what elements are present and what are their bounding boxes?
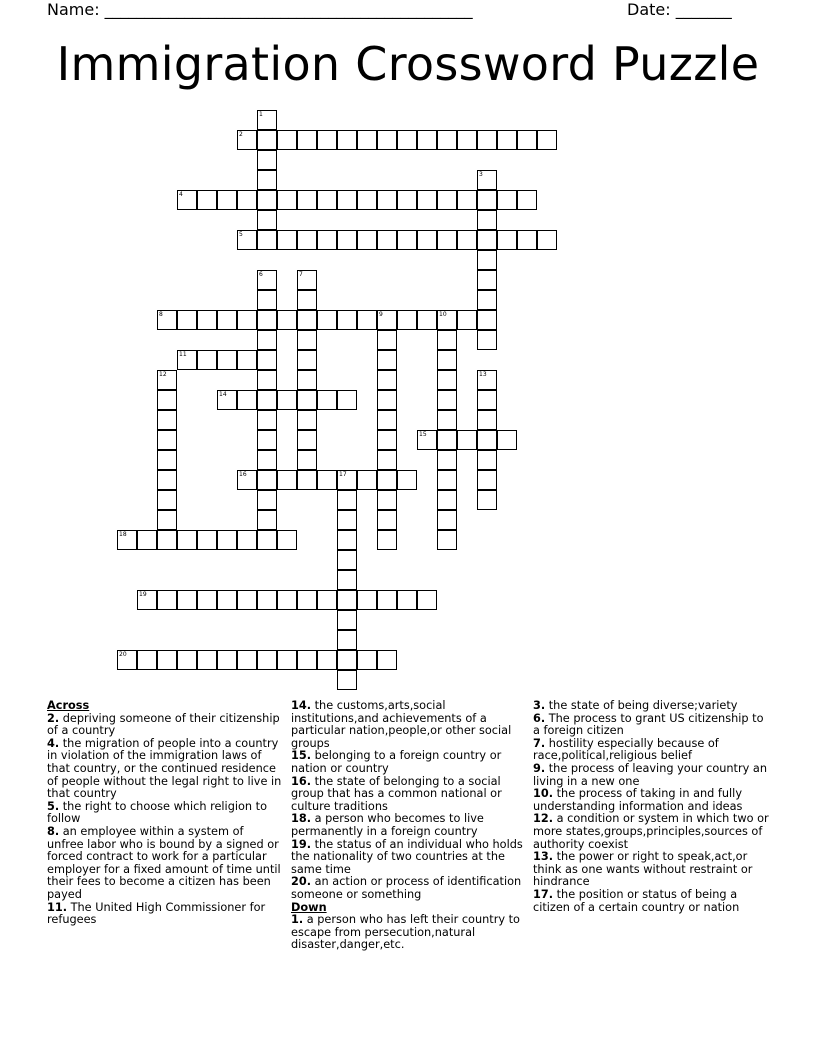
grid-cell[interactable]: [257, 230, 277, 250]
grid-cell[interactable]: [257, 170, 277, 190]
clue-number: 15: [419, 431, 427, 438]
grid-cell[interactable]: [157, 430, 177, 450]
grid-cell[interactable]: [197, 190, 217, 210]
grid-cell[interactable]: [337, 570, 357, 590]
grid-cell[interactable]: [137, 590, 157, 610]
clue-across-15: 15. belonging to a foreign country or nation or country: [291, 749, 502, 775]
grid-cell[interactable]: [317, 650, 337, 670]
grid-cell[interactable]: [217, 390, 237, 410]
clue-down-6: 6. The process to grant US citizenship to a foreign citizen: [533, 711, 764, 738]
grid-cell[interactable]: [257, 350, 277, 370]
grid-cell[interactable]: [197, 350, 217, 370]
clue-number: 19: [139, 591, 147, 598]
grid-cell[interactable]: [417, 230, 437, 250]
grid-cell[interactable]: [337, 470, 357, 490]
grid-cell[interactable]: [437, 330, 457, 350]
grid-cell[interactable]: [377, 190, 397, 210]
grid-cell[interactable]: [157, 310, 177, 330]
grid-cell[interactable]: [117, 650, 137, 670]
clue-down-17: 17. the position or status of being a citizen of a certain country or nation: [533, 887, 740, 914]
grid-cell[interactable]: [357, 190, 377, 210]
grid-cell[interactable]: [297, 410, 317, 430]
grid-cell[interactable]: [257, 210, 277, 230]
grid-cell[interactable]: [237, 590, 257, 610]
grid-cell[interactable]: [457, 130, 477, 150]
clue-number: 3: [479, 171, 483, 178]
grid-cell[interactable]: [437, 350, 457, 370]
grid-cell[interactable]: [417, 310, 437, 330]
grid-cell[interactable]: [417, 130, 437, 150]
grid-cell[interactable]: [377, 530, 397, 550]
grid-cell[interactable]: [477, 190, 497, 210]
grid-cell[interactable]: [297, 270, 317, 290]
grid-cell[interactable]: [397, 230, 417, 250]
grid-cell[interactable]: [377, 510, 397, 530]
clue-number: 20: [119, 651, 127, 658]
grid-cell[interactable]: [497, 130, 517, 150]
grid-cell[interactable]: [157, 590, 177, 610]
grid-cell[interactable]: [377, 230, 397, 250]
grid-cell[interactable]: [157, 410, 177, 430]
grid-cell[interactable]: [217, 350, 237, 370]
grid-cell[interactable]: [277, 130, 297, 150]
clue-across-2: 2. depriving someone of their citizenship of a country: [47, 711, 280, 738]
grid-cell[interactable]: [497, 230, 517, 250]
clue-number: 14: [219, 391, 227, 398]
grid-cell[interactable]: [357, 590, 377, 610]
grid-cell[interactable]: [257, 270, 277, 290]
grid-cell[interactable]: [257, 450, 277, 470]
grid-cell[interactable]: [297, 130, 317, 150]
clue-number: 18: [119, 531, 127, 538]
clue-number: 9: [379, 311, 383, 318]
clue-down-1: 1. a person who has left their country to escape from persecution,natural disaster,danger,etc.: [291, 913, 520, 952]
clue-down-13: 13. the power or right to speak,act,or think as one wants without restraint or hindrance: [533, 850, 753, 889]
grid-cell[interactable]: [357, 230, 377, 250]
grid-cell[interactable]: [257, 410, 277, 430]
clue-column-2: [291, 700, 527, 952]
grid-cell[interactable]: [337, 590, 357, 610]
grid-cell[interactable]: [537, 130, 557, 150]
grid-cell[interactable]: [437, 310, 457, 330]
clue-down-9: 9. the process of leaving your country an living in a new one: [533, 761, 767, 788]
grid-cell[interactable]: [477, 230, 497, 250]
grid-cell[interactable]: [337, 390, 357, 410]
grid-cell[interactable]: [257, 150, 277, 170]
grid-cell[interactable]: [377, 410, 397, 430]
grid-cell[interactable]: [157, 650, 177, 670]
grid-cell[interactable]: [437, 130, 457, 150]
grid-cell[interactable]: [397, 310, 417, 330]
grid-cell[interactable]: [297, 290, 317, 310]
grid-cell[interactable]: [497, 190, 517, 210]
grid-cell[interactable]: [337, 310, 357, 330]
grid-cell[interactable]: [297, 190, 317, 210]
grid-cell[interactable]: [317, 130, 337, 150]
grid-cell[interactable]: [337, 610, 357, 630]
down-heading: Down: [291, 900, 327, 914]
clue-across-18: 18. a person who becomes to live permanently in a foreign country: [291, 812, 484, 838]
grid-cell[interactable]: [337, 650, 357, 670]
grid-cell[interactable]: [297, 390, 317, 410]
grid-cell[interactable]: [437, 190, 457, 210]
grid-cell[interactable]: [317, 190, 337, 210]
grid-cell[interactable]: [477, 330, 497, 350]
grid-cell[interactable]: [477, 310, 497, 330]
grid-cell[interactable]: [177, 530, 197, 550]
grid-cell[interactable]: [277, 230, 297, 250]
grid-cell[interactable]: [257, 310, 277, 330]
grid-cell[interactable]: [157, 490, 177, 510]
grid-cell[interactable]: [257, 390, 277, 410]
grid-cell[interactable]: [477, 210, 497, 230]
grid-cell[interactable]: [437, 390, 457, 410]
clue-down-3: 3. the state of being diverse;variety: [533, 699, 738, 712]
grid-cell[interactable]: [437, 370, 457, 390]
grid-cell[interactable]: [477, 290, 497, 310]
grid-cell[interactable]: [277, 530, 297, 550]
grid-cell[interactable]: [237, 470, 257, 490]
grid-cell[interactable]: [517, 190, 537, 210]
grid-cell[interactable]: [297, 590, 317, 610]
grid-cell[interactable]: [117, 530, 137, 550]
grid-cell[interactable]: [397, 130, 417, 150]
clue-across-20: 20. an action or process of identification someone or something: [291, 875, 522, 901]
grid-cell[interactable]: [357, 470, 377, 490]
grid-cell[interactable]: [437, 470, 457, 490]
grid-cell[interactable]: [257, 510, 277, 530]
grid-cell[interactable]: [477, 390, 497, 410]
grid-cell[interactable]: [457, 230, 477, 250]
grid-cell[interactable]: [257, 130, 277, 150]
grid-cell[interactable]: [437, 510, 457, 530]
grid-cell[interactable]: [237, 310, 257, 330]
clue-number: 7: [299, 271, 303, 278]
grid-cell[interactable]: [157, 370, 177, 390]
clue-number: 12: [159, 371, 167, 378]
grid-cell[interactable]: [417, 190, 437, 210]
grid-cell[interactable]: [437, 230, 457, 250]
clue-number: 13: [479, 371, 487, 378]
grid-cell[interactable]: [197, 530, 217, 550]
grid-cell[interactable]: [237, 530, 257, 550]
grid-cell[interactable]: [197, 590, 217, 610]
grid-cell[interactable]: [177, 350, 197, 370]
grid-cell[interactable]: [337, 490, 357, 510]
grid-cell[interactable]: [257, 490, 277, 510]
grid-cell[interactable]: [257, 290, 277, 310]
grid-cell[interactable]: [477, 170, 497, 190]
grid-cell[interactable]: [317, 390, 337, 410]
clue-number: 4: [179, 191, 183, 198]
grid-cell[interactable]: [297, 230, 317, 250]
clue-number: 10: [439, 311, 447, 318]
clue-number: 5: [239, 231, 243, 238]
grid-cell[interactable]: [437, 410, 457, 430]
grid-cell[interactable]: [537, 230, 557, 250]
grid-cell[interactable]: [297, 450, 317, 470]
grid-cell[interactable]: [357, 130, 377, 150]
grid-cell[interactable]: [337, 510, 357, 530]
grid-cell[interactable]: [277, 590, 297, 610]
grid-cell[interactable]: [337, 530, 357, 550]
grid-cell[interactable]: [377, 650, 397, 670]
grid-cell[interactable]: [377, 590, 397, 610]
clue-across-11: 11. The United High Commissioner for refugees: [47, 900, 266, 927]
grid-cell[interactable]: [397, 470, 417, 490]
grid-cell[interactable]: [397, 590, 417, 610]
clue-across-14: 14. the customs,arts,social institutions,and achievements of a particular nation,people,or other social groups: [291, 699, 512, 750]
grid-cell[interactable]: [257, 190, 277, 210]
grid-cell[interactable]: [337, 550, 357, 570]
grid-cell[interactable]: [257, 110, 277, 130]
clue-across-4: 4. the migration of people into a country in violation of the immigration laws of that country, or the continued residence of people without the legal right to live in that country: [47, 736, 282, 801]
grid-cell[interactable]: [157, 390, 177, 410]
grid-cell[interactable]: [377, 130, 397, 150]
across-heading: Across: [47, 699, 90, 712]
grid-cell[interactable]: [257, 590, 277, 610]
grid-cell[interactable]: [377, 450, 397, 470]
grid-cell[interactable]: [377, 470, 397, 490]
clue-across-5: 5. the right to choose which religion to follow: [47, 799, 268, 826]
clue-across-16: 16. the state of belonging to a social group that has a common national or culture traditions: [291, 774, 502, 813]
grid-cell[interactable]: [337, 130, 357, 150]
grid-cell[interactable]: [437, 450, 457, 470]
clue-number: 8: [159, 311, 163, 318]
clue-column-3: [533, 700, 769, 914]
grid-cell[interactable]: [297, 470, 317, 490]
grid-cell[interactable]: [337, 630, 357, 650]
grid-cell[interactable]: [337, 230, 357, 250]
grid-cell[interactable]: [477, 370, 497, 390]
clue-down-10: 10. the process of taking in and fully understanding information and ideas: [533, 787, 743, 813]
grid-cell[interactable]: [237, 190, 257, 210]
grid-cell[interactable]: [417, 430, 437, 450]
grid-cell[interactable]: [337, 190, 357, 210]
clue-number: 1: [259, 111, 263, 118]
grid-cell[interactable]: [277, 190, 297, 210]
date-field[interactable]: Date: _______: [627, 0, 732, 19]
grid-cell[interactable]: [477, 450, 497, 470]
grid-cell[interactable]: [257, 430, 277, 450]
grid-cell[interactable]: [257, 330, 277, 350]
grid-cell[interactable]: [197, 310, 217, 330]
grid-cell[interactable]: [277, 470, 297, 490]
grid-cell[interactable]: [297, 350, 317, 370]
clue-column-1: [47, 700, 283, 927]
grid-cell[interactable]: [377, 390, 397, 410]
grid-cell[interactable]: [177, 590, 197, 610]
grid-cell[interactable]: [277, 650, 297, 670]
grid-cell[interactable]: [377, 350, 397, 370]
grid-cell[interactable]: [257, 530, 277, 550]
grid-cell[interactable]: [297, 310, 317, 330]
grid-cell[interactable]: [177, 650, 197, 670]
clue-number: 6: [259, 271, 263, 278]
grid-cell[interactable]: [457, 310, 477, 330]
grid-cell[interactable]: [317, 470, 337, 490]
clue-across-8: 8. an employee within a system of unfree labor who is bound by a signed or forced contract to work for a particular employer for a fixed amount of time until their fees to become a citizen has been payed: [47, 824, 281, 901]
grid-cell[interactable]: [137, 530, 157, 550]
grid-cell[interactable]: [437, 530, 457, 550]
grid-cell[interactable]: [277, 310, 297, 330]
grid-cell[interactable]: [157, 450, 177, 470]
grid-cell[interactable]: [217, 650, 237, 670]
grid-cell[interactable]: [177, 310, 197, 330]
grid-cell[interactable]: [317, 590, 337, 610]
grid-cell[interactable]: [477, 250, 497, 270]
grid-cell[interactable]: [417, 590, 437, 610]
name-field[interactable]: Name: ______________________________________________: [47, 0, 473, 19]
grid-cell[interactable]: [477, 130, 497, 150]
grid-cell[interactable]: [137, 650, 157, 670]
grid-cell[interactable]: [157, 470, 177, 490]
grid-cell[interactable]: [317, 310, 337, 330]
clue-across-19: 19. the status of an individual who holds the nationality of two countries at the same time: [291, 837, 523, 876]
grid-cell[interactable]: [237, 350, 257, 370]
grid-cell[interactable]: [317, 230, 337, 250]
grid-cell[interactable]: [297, 370, 317, 390]
grid-cell[interactable]: [477, 270, 497, 290]
clue-number: 16: [239, 471, 247, 478]
grid-cell[interactable]: [497, 430, 517, 450]
grid-cell[interactable]: [377, 430, 397, 450]
grid-cell[interactable]: [377, 310, 397, 330]
grid-cell[interactable]: [357, 650, 377, 670]
grid-cell[interactable]: [457, 430, 477, 450]
clue-number: 17: [339, 471, 347, 478]
grid-cell[interactable]: [157, 530, 177, 550]
grid-cell[interactable]: [437, 490, 457, 510]
grid-cell[interactable]: [377, 490, 397, 510]
grid-cell[interactable]: [217, 190, 237, 210]
grid-cell[interactable]: [297, 650, 317, 670]
grid-cell[interactable]: [377, 330, 397, 350]
page-title: Immigration Crossword Puzzle: [56, 37, 760, 91]
clue-number: 2: [239, 131, 243, 138]
grid-cell[interactable]: [517, 230, 537, 250]
grid-cell[interactable]: [237, 390, 257, 410]
clue-down-7: 7. hostility especially because of race,political,religious belief: [533, 736, 719, 763]
grid-cell[interactable]: [257, 370, 277, 390]
grid-cell[interactable]: [517, 130, 537, 150]
clue-down-12: 12. a condition or system in which two or more states,groups,principles,sources of authority coexist: [533, 812, 769, 851]
grid-cell[interactable]: [477, 470, 497, 490]
grid-cell[interactable]: [477, 430, 497, 450]
grid-cell[interactable]: [297, 330, 317, 350]
grid-cell[interactable]: [217, 590, 237, 610]
grid-cell[interactable]: [237, 130, 257, 150]
grid-cell[interactable]: [217, 310, 237, 330]
grid-cell[interactable]: [257, 650, 277, 670]
grid-cell[interactable]: [397, 190, 417, 210]
grid-cell[interactable]: [197, 650, 217, 670]
grid-cell[interactable]: [297, 430, 317, 450]
grid-cell[interactable]: [357, 310, 377, 330]
grid-cell[interactable]: [217, 530, 237, 550]
grid-cell[interactable]: [257, 470, 277, 490]
grid-cell[interactable]: [377, 370, 397, 390]
grid-cell[interactable]: [477, 410, 497, 430]
grid-cell[interactable]: [437, 430, 457, 450]
grid-cell[interactable]: [277, 390, 297, 410]
grid-cell[interactable]: [177, 190, 197, 210]
clue-number: 11: [179, 351, 187, 358]
grid-cell[interactable]: [477, 490, 497, 510]
grid-cell[interactable]: [337, 670, 357, 690]
grid-cell[interactable]: [237, 650, 257, 670]
grid-cell[interactable]: [237, 230, 257, 250]
grid-cell[interactable]: [457, 190, 477, 210]
grid-cell[interactable]: [157, 510, 177, 530]
